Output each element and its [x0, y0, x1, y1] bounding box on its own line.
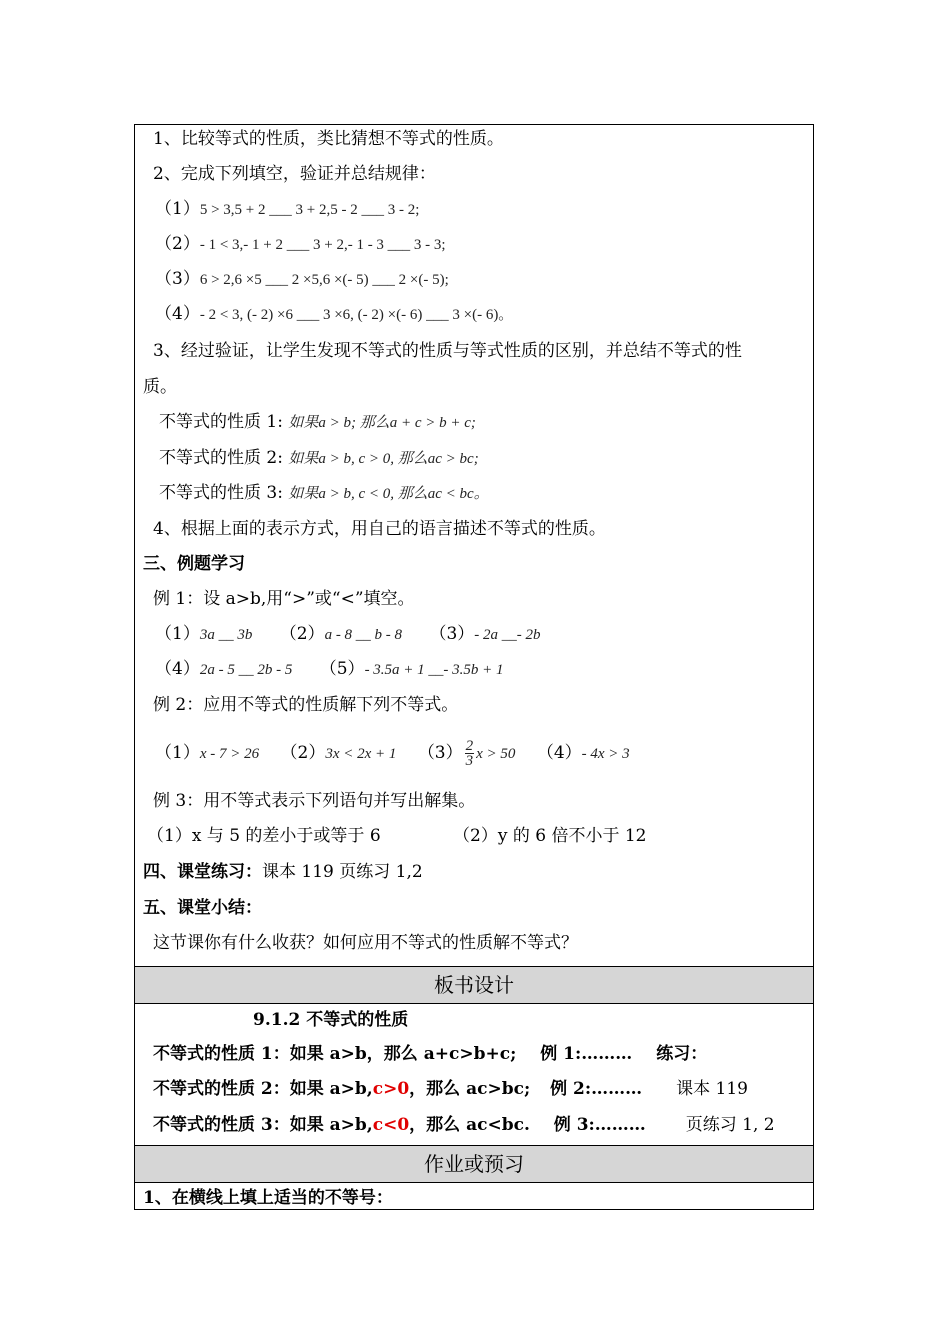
practice-line: 四、课堂练习：课本 119 页练习 1,2: [143, 862, 423, 882]
board-row-3: 不等式的性质 3：如果 a>b,c<0，那么 ac<bc. 例 3:……… 页练习 1, 2: [153, 1115, 775, 1135]
fill-item-1: （1）5 > 3,5 + 2 ___ 3 + 2,5 - 2 ___ 3 - 2;: [155, 199, 420, 219]
fill-item-2: （2）- 1 < 3,- 1 + 2 ___ 3 + 2,- 1 - 3 ___ 3 - 3;: [155, 234, 446, 254]
example-2-row: （1）x - 7 > 26 （2）3x < 2x + 1 （3） $\frac{2}{3}$ x > 50 （4）- 4x > 3: [155, 738, 630, 769]
example-1-row-2: （4）2a - 5 __ 2b - 5 （5）- 3.5a + 1 __- 3.5b + 1: [155, 659, 504, 679]
summary-text: 这节课你有什么收获？如何应用不等式的性质解不等式？: [153, 933, 578, 953]
example-2-prompt: 例 2：应用不等式的性质解下列不等式。: [153, 695, 459, 715]
intro-line-1: 1、比较等式的性质，类比猜想不等式的性质。: [153, 129, 504, 149]
intro-line-2: 2、完成下列填空，验证并总结规律：: [153, 164, 436, 184]
fill-item-3: （3）6 > 2,6 ×5 ___ 2 ×5,6 ×(- 5) ___ 2 ×(- 5);: [155, 269, 449, 289]
board-subtitle: 9.1.2 不等式的性质: [253, 1010, 409, 1030]
board-design-band: 板书设计: [135, 966, 813, 1004]
board-row-2: 不等式的性质 2：如果 a>b,c>0，那么 ac>bc; 例 2:……… 课本 119: [153, 1079, 748, 1099]
fraction-two-thirds: $\frac{2}{3}$: [465, 738, 474, 769]
intro-line-4: 4、根据上面的表示方式，用自己的语言描述不等式的性质。: [153, 519, 606, 539]
fill-item-4: （4）- 2 < 3, (- 2) ×6 ___ 3 ×6, (- 2) ×(- 6) ___ 3 ×(- 6)。: [155, 304, 514, 324]
property-2: 不等式的性质 2: 如果a > b, c > 0, 那么ac > bc;: [159, 448, 479, 468]
examples-heading: 三、例题学习: [143, 554, 245, 574]
example-3-part-2: （2）y 的 6 倍不小于 12: [453, 826, 647, 846]
intro-line-3b: 质。: [143, 377, 177, 397]
example-1-prompt: 例 1：设 a>b,用“>”或“<”填空。: [153, 589, 415, 609]
homework-line-1: 1、在横线上填上适当的不等号：: [143, 1188, 393, 1208]
board-row-1: 不等式的性质 1：如果 a>b，那么 a+c>b+c; 例 1:……… 练习：: [153, 1044, 708, 1064]
example-3-part-1: （1）x 与 5 的差小于或等于 6: [147, 826, 381, 846]
property-1: 不等式的性质 1: 如果a > b; 那么a + c > b + c;: [159, 412, 476, 432]
example-1-row-1: （1）3a __ 3b （2）a - 8 __ b - 8 （3）- 2a __- 2b: [155, 624, 541, 644]
homework-band: 作业或预习: [135, 1145, 813, 1183]
lesson-plan-table: [134, 124, 814, 1210]
example-3-prompt: 例 3：用不等式表示下列语句并写出解集。: [153, 791, 476, 811]
intro-line-3a: 3、经过验证，让学生发现不等式的性质与等式性质的区别，并总结不等式的性: [153, 341, 742, 361]
property-3: 不等式的性质 3: 如果a > b, c < 0, 那么ac < bc。: [159, 483, 489, 503]
summary-heading: 五、课堂小结：: [143, 898, 262, 918]
